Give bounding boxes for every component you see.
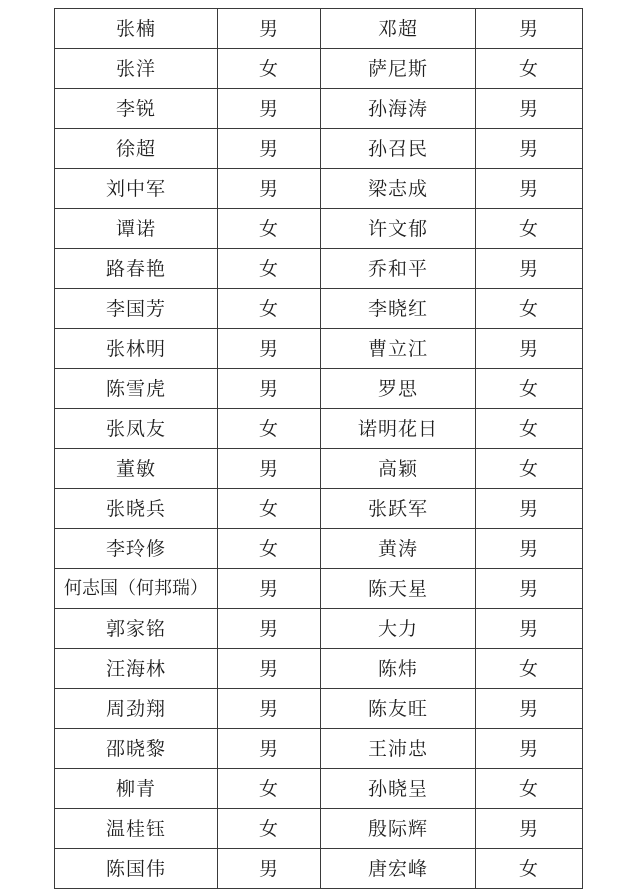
left-gender-cell: 男: [218, 329, 321, 369]
table-row: [55, 449, 583, 489]
right-gender-cell: 男: [476, 249, 583, 289]
left-name-cell: 柳青: [55, 769, 218, 809]
left-name-cell: 徐超: [55, 129, 218, 169]
right-name-cell: 高颖: [321, 449, 476, 489]
right-name-cell: 孙海涛: [321, 89, 476, 129]
right-gender-cell: 女: [476, 849, 583, 889]
right-name-cell: 唐宏峰: [321, 849, 476, 889]
left-gender-cell: 女: [218, 49, 321, 89]
roster-table: [54, 8, 583, 889]
right-name-cell: 乔和平: [321, 249, 476, 289]
table-row: [55, 369, 583, 409]
left-gender-cell: 女: [218, 409, 321, 449]
table-row: [55, 489, 583, 529]
left-gender-cell: 女: [218, 529, 321, 569]
left-gender-cell: 男: [218, 9, 321, 49]
left-name-cell: 李锐: [55, 89, 218, 129]
right-name-cell: 殷际辉: [321, 809, 476, 849]
left-name-cell: 张楠: [55, 9, 218, 49]
left-name-cell: 路春艳: [55, 249, 218, 289]
left-gender-cell: 男: [218, 609, 321, 649]
left-gender-cell: 女: [218, 809, 321, 849]
left-gender-cell: 男: [218, 569, 321, 609]
right-name-cell: 萨尼斯: [321, 49, 476, 89]
table-row: [55, 169, 583, 209]
left-gender-cell: 男: [218, 129, 321, 169]
right-name-cell: 曹立江: [321, 329, 476, 369]
right-gender-cell: 女: [476, 49, 583, 89]
left-gender-cell: 男: [218, 649, 321, 689]
right-gender-cell: 女: [476, 409, 583, 449]
table-row: [55, 809, 583, 849]
left-name-cell: 张洋: [55, 49, 218, 89]
right-name-cell: 诺明花日: [321, 409, 476, 449]
table-row: [55, 409, 583, 449]
table-row: [55, 49, 583, 89]
right-gender-cell: 女: [476, 369, 583, 409]
table-row: [55, 849, 583, 889]
roster-table-body: [55, 9, 583, 889]
table-row: [55, 89, 583, 129]
right-gender-cell: 女: [476, 209, 583, 249]
right-name-cell: 陈天星: [321, 569, 476, 609]
right-gender-cell: 男: [476, 609, 583, 649]
right-name-cell: 陈友旺: [321, 689, 476, 729]
right-name-cell: 大力: [321, 609, 476, 649]
right-gender-cell: 男: [476, 529, 583, 569]
left-name-cell: 张凤友: [55, 409, 218, 449]
table-row: [55, 329, 583, 369]
left-gender-cell: 男: [218, 689, 321, 729]
table-row: [55, 769, 583, 809]
right-name-cell: 黄涛: [321, 529, 476, 569]
left-name-cell: 邵晓黎: [55, 729, 218, 769]
right-name-cell: 罗思: [321, 369, 476, 409]
table-row: [55, 209, 583, 249]
left-gender-cell: 男: [218, 849, 321, 889]
table-row: [55, 689, 583, 729]
left-gender-cell: 女: [218, 489, 321, 529]
right-gender-cell: 男: [476, 569, 583, 609]
left-gender-cell: 女: [218, 289, 321, 329]
table-row: [55, 609, 583, 649]
right-name-cell: 孙晓呈: [321, 769, 476, 809]
left-name-cell: 刘中军: [55, 169, 218, 209]
table-row: [55, 649, 583, 689]
right-gender-cell: 男: [476, 809, 583, 849]
right-name-cell: 李晓红: [321, 289, 476, 329]
left-name-cell: 温桂钰: [55, 809, 218, 849]
right-name-cell: 许文郁: [321, 209, 476, 249]
right-gender-cell: 女: [476, 289, 583, 329]
right-gender-cell: 男: [476, 89, 583, 129]
left-gender-cell: 女: [218, 249, 321, 289]
table-row: [55, 129, 583, 169]
right-gender-cell: 女: [476, 769, 583, 809]
left-gender-cell: 男: [218, 729, 321, 769]
left-name-cell: 李国芳: [55, 289, 218, 329]
table-row: [55, 729, 583, 769]
left-name-cell: 何志国（何邦瑞）: [55, 569, 218, 609]
table-row: [55, 9, 583, 49]
right-gender-cell: 女: [476, 649, 583, 689]
left-gender-cell: 男: [218, 369, 321, 409]
left-name-cell: 谭诺: [55, 209, 218, 249]
right-name-cell: 梁志成: [321, 169, 476, 209]
right-gender-cell: 男: [476, 689, 583, 729]
right-name-cell: 孙召民: [321, 129, 476, 169]
right-name-cell: 张跃军: [321, 489, 476, 529]
table-row: [55, 289, 583, 329]
right-name-cell: 邓超: [321, 9, 476, 49]
right-gender-cell: 男: [476, 489, 583, 529]
left-name-cell: 张晓兵: [55, 489, 218, 529]
left-gender-cell: 女: [218, 769, 321, 809]
left-name-cell: 郭家铭: [55, 609, 218, 649]
left-name-cell: 董敏: [55, 449, 218, 489]
right-gender-cell: 男: [476, 9, 583, 49]
right-gender-cell: 男: [476, 129, 583, 169]
left-name-cell: 李玲修: [55, 529, 218, 569]
right-name-cell: 王沛忠: [321, 729, 476, 769]
left-gender-cell: 男: [218, 89, 321, 129]
right-gender-cell: 女: [476, 449, 583, 489]
table-row: [55, 569, 583, 609]
left-gender-cell: 男: [218, 169, 321, 209]
right-gender-cell: 男: [476, 729, 583, 769]
left-name-cell: 周劲翔: [55, 689, 218, 729]
right-gender-cell: 男: [476, 169, 583, 209]
right-gender-cell: 男: [476, 329, 583, 369]
table-row: [55, 529, 583, 569]
left-name-cell: 陈雪虎: [55, 369, 218, 409]
left-name-cell: 陈国伟: [55, 849, 218, 889]
table-row: [55, 249, 583, 289]
left-gender-cell: 男: [218, 449, 321, 489]
left-name-cell: 张林明: [55, 329, 218, 369]
left-name-cell: 汪海林: [55, 649, 218, 689]
right-name-cell: 陈炜: [321, 649, 476, 689]
left-gender-cell: 女: [218, 209, 321, 249]
